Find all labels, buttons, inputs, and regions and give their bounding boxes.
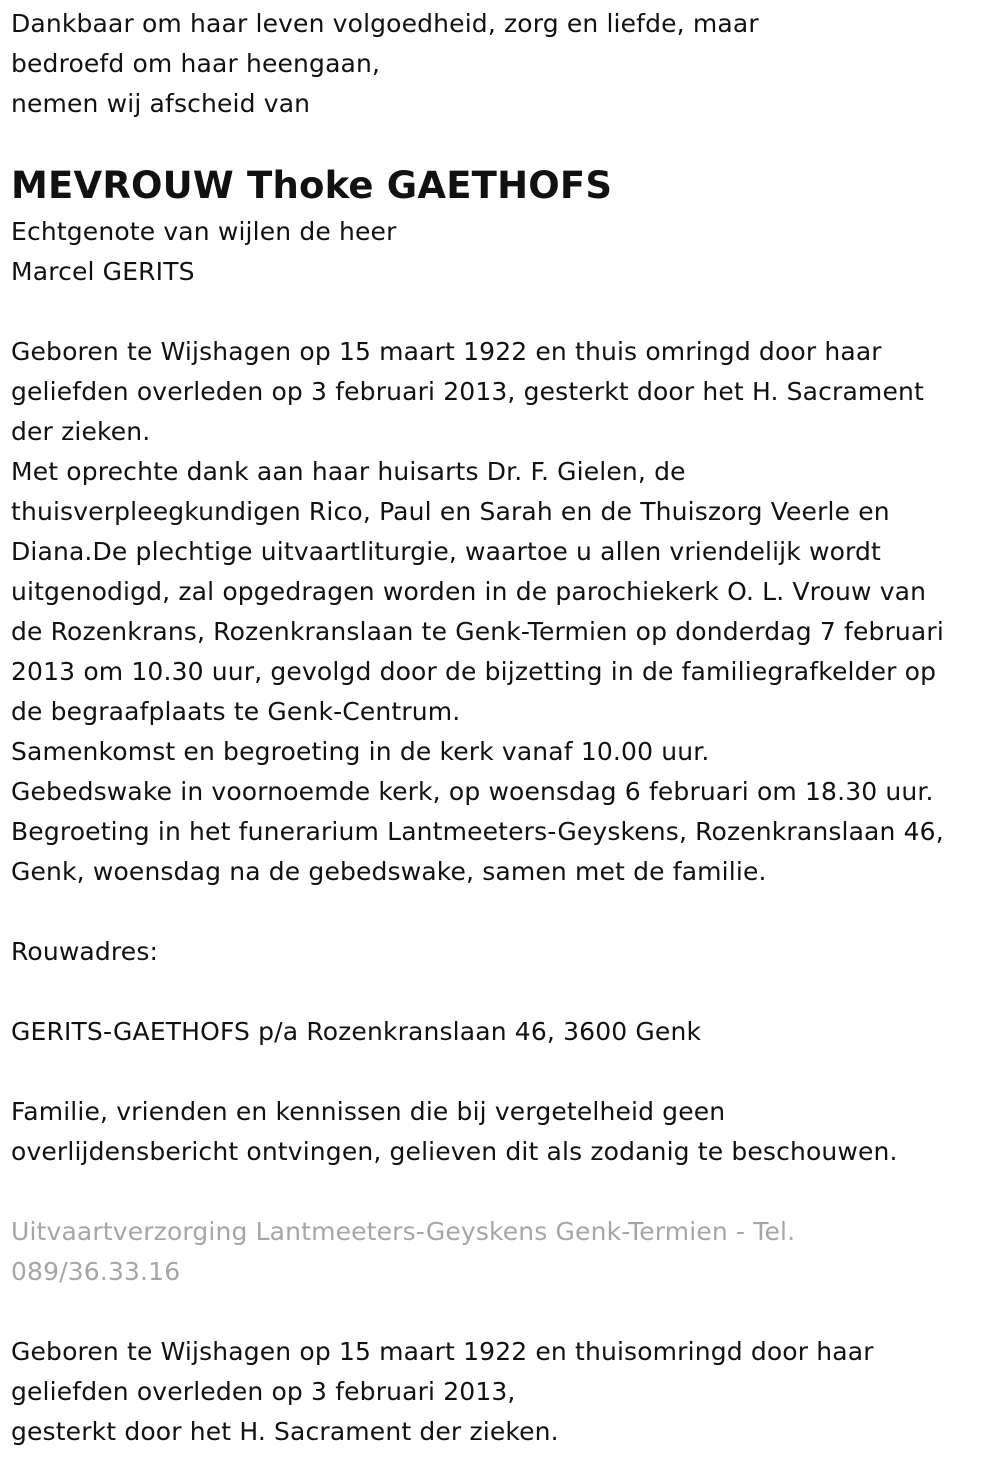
- undertaker-info: [11, 1212, 996, 1292]
- spouse-line: Marcel GERITS: [11, 257, 195, 286]
- spacer: [11, 1172, 996, 1212]
- spacer: [11, 1292, 996, 1332]
- intro-line: Dankbaar om haar leven volgoedheid, zorg en liefde, maar: [11, 9, 759, 38]
- main-line: de Rozenkrans, Rozenkranslaan te Genk-Termien op donderdag 7 februari: [11, 617, 944, 646]
- rouwadres-address: GERITS-GAETHOFS p/a Rozenkranslaan 46, 3600 Genk: [11, 1017, 702, 1046]
- main-line: Genk, woensdag na de gebedswake, samen met de familie.: [11, 857, 767, 886]
- obituary-document: [11, 0, 996, 1452]
- main-line: Samenkomst en begroeting in de kerk vanaf 10.00 uur.: [11, 737, 710, 766]
- spouse-line: Echtgenote van wijlen de heer: [11, 217, 397, 246]
- closing-line: Geboren te Wijshagen op 15 maart 1922 en thuisomringd door haar: [11, 1337, 874, 1366]
- main-line: 2013 om 10.30 uur, gevolgd door de bijzetting in de familiegrafkelder op: [11, 657, 937, 686]
- main-line: Diana.De plechtige uitvaartliturgie, waartoe u allen vriendelijk wordt: [11, 537, 881, 566]
- notice-line: Familie, vrienden en kennissen die bij vergetelheid geen: [11, 1097, 726, 1126]
- spacer: [11, 892, 996, 932]
- main-line: de begraafplaats te Genk-Centrum.: [11, 697, 461, 726]
- main-line: der zieken.: [11, 417, 151, 446]
- spacer: [11, 972, 996, 1012]
- main-line: Geboren te Wijshagen op 15 maart 1922 en thuis omringd door haar: [11, 337, 882, 366]
- main-line: Begroeting in het funerarium Lantmeeters-Geyskens, Rozenkranslaan 46,: [11, 817, 944, 846]
- undertaker-line: Uitvaartverzorging Lantmeeters-Geyskens Genk-Termien - Tel.: [11, 1217, 796, 1246]
- main-paragraph: [11, 332, 996, 892]
- closing-paragraph: [11, 1332, 996, 1452]
- closing-line: geliefden overleden op 3 februari 2013,: [11, 1377, 516, 1406]
- intro-paragraph: [11, 4, 996, 124]
- main-line: Gebedswake in voornoemde kerk, op woensdag 6 februari om 18.30 uur.: [11, 777, 934, 806]
- spacer: [11, 1052, 996, 1092]
- closing-line: gesterkt door het H. Sacrament der zieken.: [11, 1417, 559, 1446]
- main-line: thuisverpleegkundigen Rico, Paul en Sarah en de Thuiszorg Veerle en: [11, 497, 890, 526]
- undertaker-line: 089/36.33.16: [11, 1257, 181, 1286]
- intro-line: nemen wij afscheid van: [11, 89, 311, 118]
- deceased-name: MEVROUW Thoke GAETHOFS: [11, 164, 613, 207]
- intro-line: bedroefd om haar heengaan,: [11, 49, 381, 78]
- spacer: [11, 292, 996, 332]
- main-line: uitgenodigd, zal opgedragen worden in de parochiekerk O. L. Vrouw van: [11, 577, 927, 606]
- rouwadres-label: Rouwadres:: [11, 937, 159, 966]
- notice-line: overlijdensbericht ontvingen, gelieven dit als zodanig te beschouwen.: [11, 1137, 898, 1166]
- main-line: geliefden overleden op 3 februari 2013, gesterkt door het H. Sacrament: [11, 377, 924, 406]
- notice-paragraph: [11, 1092, 996, 1172]
- spouse-paragraph: [11, 212, 996, 292]
- main-line: Met oprechte dank aan haar huisarts Dr. F. Gielen, de: [11, 457, 686, 486]
